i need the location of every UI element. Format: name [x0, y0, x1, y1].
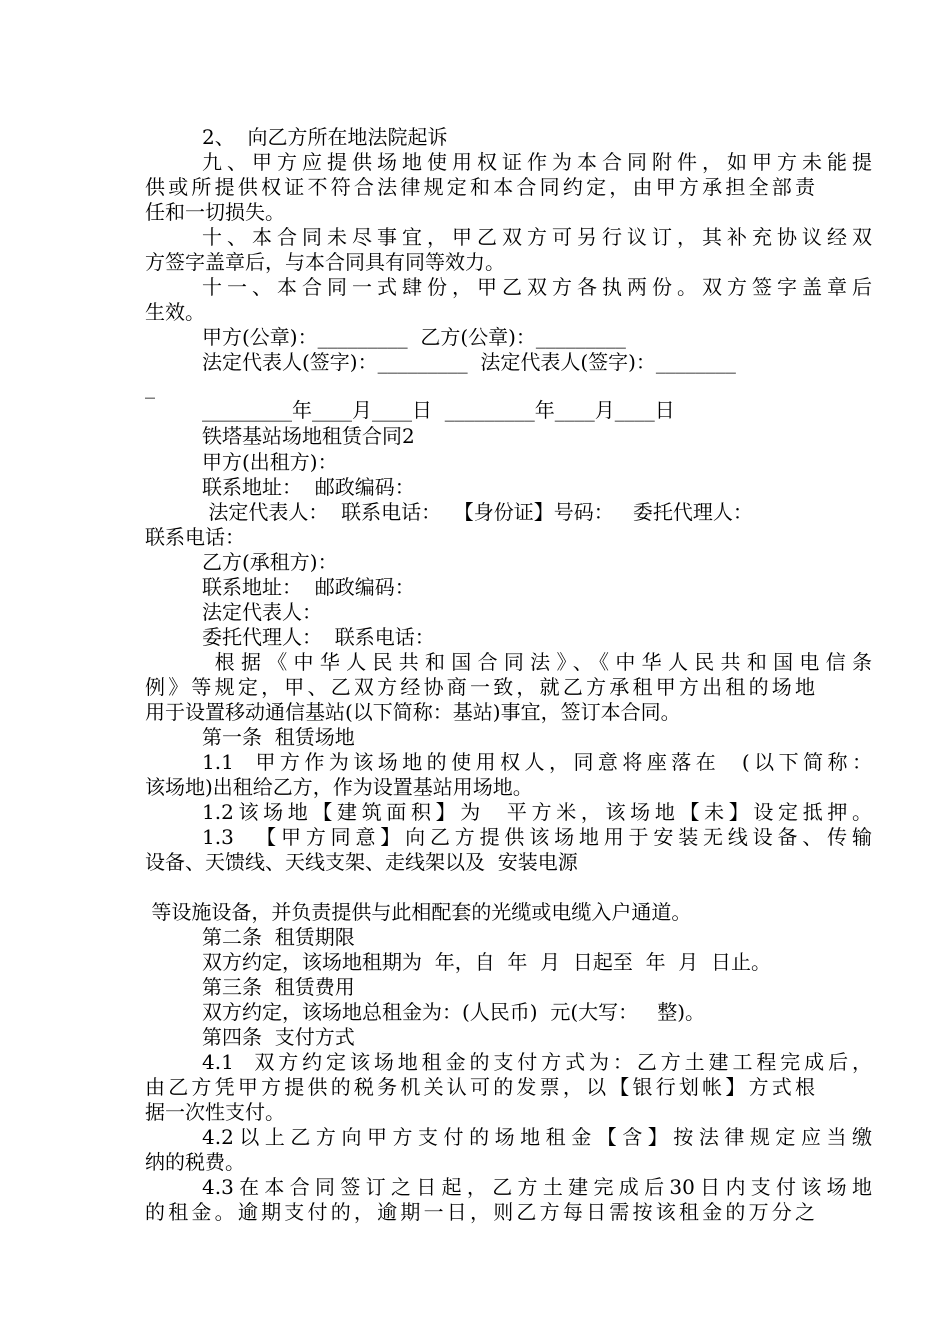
contract-title: 铁塔基站场地租赁合同2: [202, 424, 415, 448]
text-line: 1.1 甲方作为该场地的使用权人，同意将座落在 (以下简称：: [202, 750, 872, 774]
signature-line-representative: 法定代表人(签字)：_________ 法定代表人(签字)：________: [202, 350, 736, 374]
text-line: 委托代理人： 联系电话：: [202, 625, 435, 649]
text-line: 4.2以上乙方向甲方支付的场地租金【含】按法律规定应当缴: [202, 1125, 872, 1149]
text-line: 的租金。逾期支付的，逾期一日，则乙方每日需按该租金的万分之: [145, 1200, 815, 1224]
text-line: 双方约定，该场地总租金为：(人民币) 元(大写： 整)。: [202, 1000, 705, 1024]
text-line: 供或所提供权证不符合法律规定和本合同约定，由甲方承担全部责: [145, 175, 815, 199]
text-line: 1.3 【甲方同意】向乙方提供该场地用于安装无线设备、传输: [202, 825, 872, 849]
text-line: 乙方(承租方)：: [202, 550, 338, 574]
text-line: 用于设置移动通信基站(以下简称：基站)事宜，签订本合同。: [145, 700, 681, 724]
text-line: 双方约定，该场地租期为 年，自 年 月 日起至 年 月 日止。: [202, 950, 772, 974]
text-line: 法定代表人： 联系电话： 【身份证】号码： 委托代理人：: [202, 500, 753, 524]
text-line: 甲方(出租方)：: [202, 450, 338, 474]
article-heading: 第三条 租赁费用: [202, 975, 355, 999]
text-line: 任和一切损失。: [145, 200, 285, 224]
article-heading: 第一条 租赁场地: [202, 725, 355, 749]
text-line: 联系地址： 邮政编码：: [202, 575, 415, 599]
text-line: 等设施设备，并负责提供与此相配套的光缆或电缆入户通道。: [145, 900, 692, 924]
text-line: 联系电话：: [145, 525, 245, 549]
text-line: 4.1 双方约定该场地租金的支付方式为：乙方土建工程完成后，: [202, 1050, 872, 1074]
article-heading: 第二条 租赁期限: [202, 925, 355, 949]
text-line: 由乙方凭甲方提供的税务机关认可的发票，以【银行划帐】方式根: [145, 1075, 815, 1099]
text-line: 例》等规定，甲、乙双方经协商一致，就乙方承租甲方出租的场地: [145, 675, 815, 699]
text-line: 设备、天馈线、天线支架、走线架以及 安装电源: [145, 850, 578, 874]
text-line: 联系地址： 邮政编码：: [202, 475, 415, 499]
text-line: 十一、本合同一式肆份，甲乙双方各执两份。双方签字盖章后: [202, 275, 872, 299]
text-line: 1.2该场地【建筑面积】为 平方米，该场地【未】设定抵押。: [202, 800, 872, 824]
text-line: 生效。: [145, 300, 205, 324]
text-line: 十、本合同未尽事宜，甲乙双方可另行议订，其补充协议经双: [202, 225, 872, 249]
text-line: 纳的税费。: [145, 1150, 245, 1174]
text-line: _: [145, 375, 155, 399]
text-line: 根据《中华人民共和国合同法》、《中华人民共和国电信条: [202, 650, 872, 674]
text-line: 据一次性支付。: [145, 1100, 285, 1124]
signature-line-seal: 甲方(公章)：_________ 乙方(公章)：_________: [202, 325, 626, 349]
text-line: 法定代表人：: [202, 600, 322, 624]
text-line: 方签字盖章后，与本合同具有同等效力。: [145, 250, 505, 274]
text-line: 4.3在本合同签订之日起，乙方土建完成后30日内支付该场地: [202, 1175, 872, 1199]
article-heading: 第四条 支付方式: [202, 1025, 355, 1049]
text-line: 九、甲方应提供场地使用权证作为本合同附件，如甲方未能提: [202, 150, 872, 174]
text-line: 该场地)出租给乙方，作为设置基站用场地。: [145, 775, 533, 799]
text-line: 2、 向乙方所在地法院起诉: [202, 125, 448, 149]
signature-line-date: _________年____月____日 _________年____月____日: [202, 398, 675, 422]
